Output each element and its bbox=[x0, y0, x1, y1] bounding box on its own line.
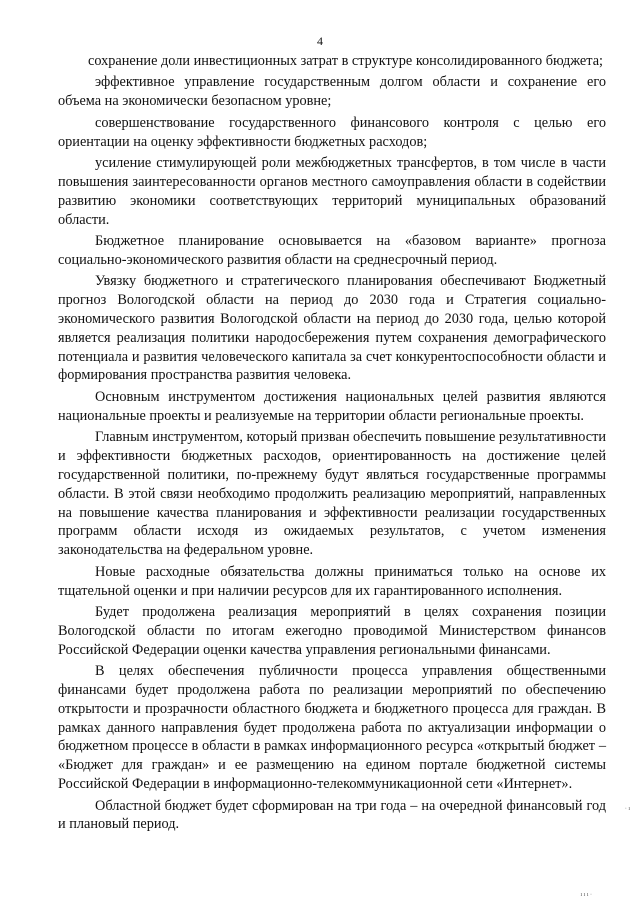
paragraph: Областной бюджет будет сформирован на три года – на очередной финансовый год и плановый период. bbox=[58, 797, 606, 833]
paragraph: Главным инструментом, который призван обеспечить повышение результативности и эффективности бюджетных расходов, ориентированность на достижение целей государственной политики, по-прежнему будут являться государственные программы области. В этой связи необходимо продолжить реализацию мероприятий, направленных на повышение качества планирования и эффективности реализации государственных программ области исходя из ожидаемых результатов, с учетом изменения законодательства на федеральном уровне. bbox=[58, 429, 606, 559]
paragraph: Новые расходные обязательства должны приниматься только на основе их тщательной оценки и при наличии ресурсов для их гарантированного исполнения. bbox=[58, 563, 606, 599]
paragraph: усиление стимулирующей роли межбюджетных трансфертов, в том числе в части повышения заинтересованности органов местного самоуправления области в содействии развитию экономики соответствующих территорий муниципальных образований области. bbox=[58, 155, 606, 228]
paragraph: совершенствование государственного финансового контроля с целью его ориентации на оценку эффективности бюджетных расходов; bbox=[58, 114, 606, 150]
paragraph: Будет продолжена реализация мероприятий в целях сохранения позиции Вологодской области по итогам ежегодно проводимой Министерством финансов Российской Федерации оценки качества управления региональными финансами. bbox=[58, 603, 606, 658]
margin-mark: ı ı ı · bbox=[580, 892, 592, 898]
paragraph: В целях обеспечения публичности процесса управления общественными финансами будет продолжена работа по реализации мероприятий по обеспечению открытости и прозрачности областного бюджета и бюджетного процесса для граждан. В рамках данного направления будет продолжена работа по актуализации информации о бюджетном процессе в области в рамках информационного ресурса «открытый бюджет – «Бюджет для граждан» и ее размещению на едином портале бюджетной системы Российской Федерации в информационно-телекоммуникационной сети «Интернет». bbox=[58, 663, 606, 793]
margin-mark: · ı bbox=[624, 806, 630, 812]
paragraph: Увязку бюджетного и стратегического планирования обеспечивают Бюджетный прогноз Вологодской области на период до 2030 года и Стратегия социально-экономического развития Вологодской области на период до 2030 года, целью которой является реализация политики народосбережения путем сохранения демографического потенциала и развития человеческого капитала за счет конкурентоспособности области и формирования пространства развития человека. bbox=[58, 273, 606, 384]
paragraph: Основным инструментом достижения национальных целей развития являются национальные проекты и реализуемые на территории области региональные проекты. bbox=[58, 388, 606, 424]
document-body bbox=[58, 52, 606, 837]
paragraph: эффективное управление государственным долгом области и сохранение его объема на экономически безопасном уровне; bbox=[58, 74, 606, 110]
page-number: 4 bbox=[317, 34, 323, 48]
paragraph: Бюджетное планирование основывается на «базовом варианте» прогноза социально-экономического развития области на среднесрочный период. bbox=[58, 232, 606, 268]
paragraph: сохранение доли инвестиционных затрат в структуре консолидированного бюджета; bbox=[88, 53, 604, 69]
